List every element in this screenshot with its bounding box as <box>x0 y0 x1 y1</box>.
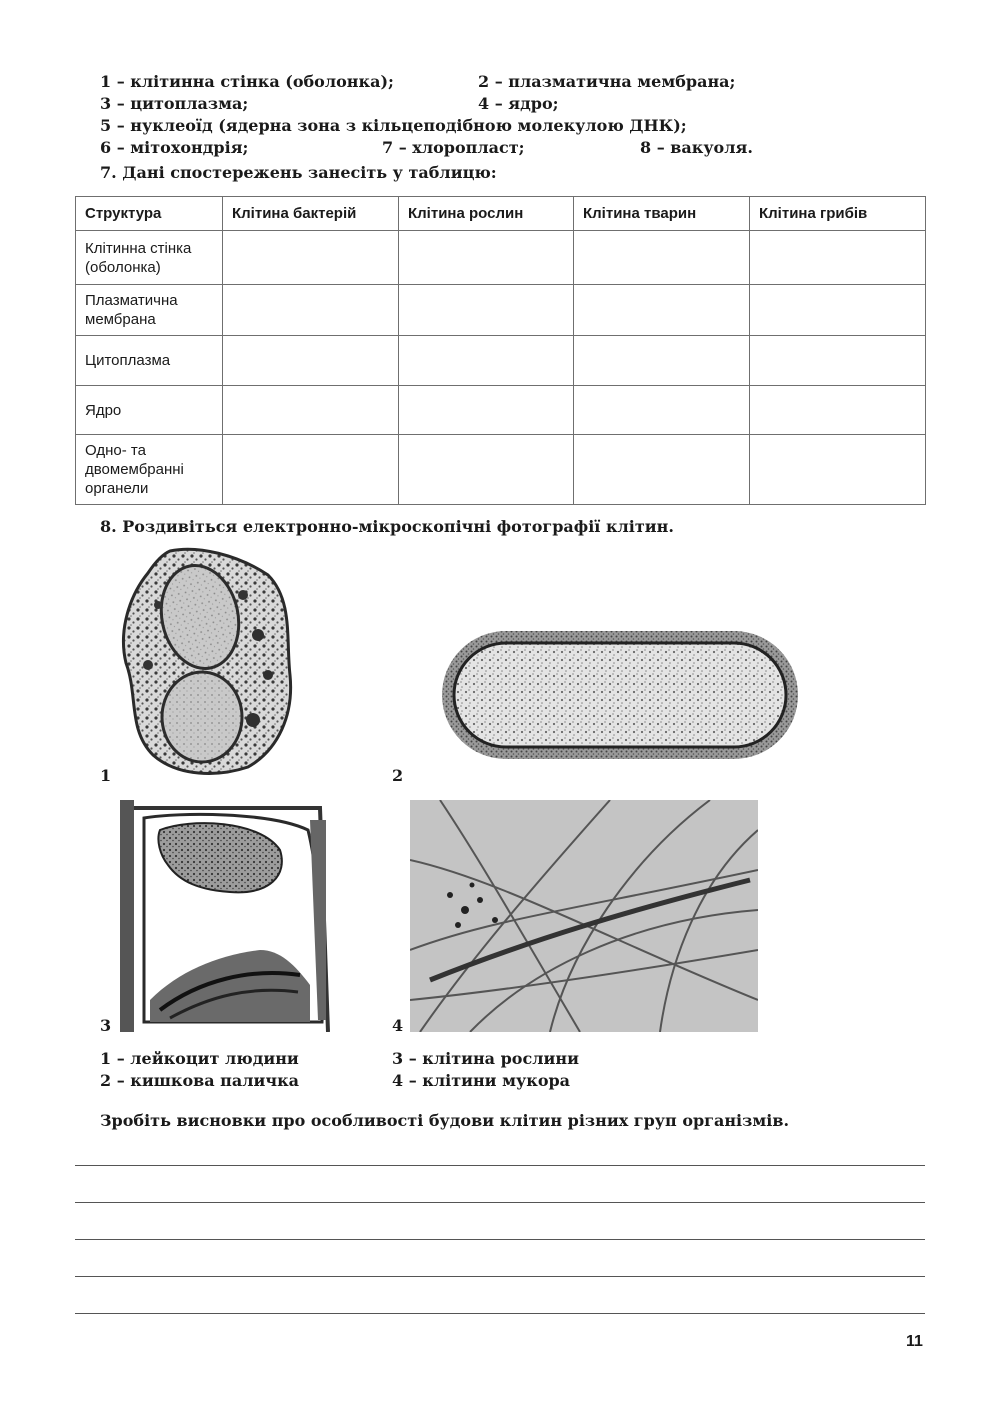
answer-cell[interactable] <box>750 231 926 285</box>
answer-cell[interactable] <box>574 231 750 285</box>
answer-cell[interactable] <box>750 285 926 336</box>
caption-2: 2 – кишкова паличка <box>100 1071 300 1090</box>
header-structure: Структура <box>76 197 223 231</box>
row-label-line: Одно- та <box>85 442 146 459</box>
task-7-heading: 7. Дані спостережень занесіть у таблицю: <box>100 163 497 182</box>
legend-item-6: 6 – мітохондрія; <box>100 138 249 157</box>
table-row <box>76 336 926 386</box>
answer-cell[interactable] <box>223 435 399 505</box>
conclusion-prompt: Зробіть висновки про особливості будови клітин різних груп організмів. <box>100 1111 790 1130</box>
answer-cell[interactable] <box>574 435 750 505</box>
row-label-nucleus <box>76 386 223 435</box>
header-fungi-cell: Клітина грибів <box>750 197 926 231</box>
photo-number-4: 4 <box>392 1016 404 1035</box>
table-header-row <box>76 197 926 231</box>
legend-item-7: 7 – хлоропласт; <box>382 138 525 157</box>
table-row <box>76 231 926 285</box>
photo-number-1: 1 <box>100 766 112 785</box>
answer-cell[interactable] <box>574 386 750 435</box>
answer-cell[interactable] <box>399 435 574 505</box>
row-label-line: мембрана <box>85 311 156 328</box>
header-animal-cell: Клітина тварин <box>574 197 750 231</box>
page-number: 11 <box>906 1333 923 1350</box>
legend-item-3: 3 – цитоплазма; <box>100 94 249 113</box>
task-8-heading: 8. Роздивіться електронно-мікроскопічні фотографії клітин. <box>100 517 674 536</box>
answer-cell[interactable] <box>399 231 574 285</box>
answer-cell[interactable] <box>574 285 750 336</box>
answer-cell[interactable] <box>399 386 574 435</box>
observation-table <box>75 196 926 505</box>
answer-cell[interactable] <box>223 386 399 435</box>
caption-3: 3 – клітина рослини <box>392 1049 579 1068</box>
table-row <box>76 386 926 435</box>
leukocyte-micrograph <box>118 545 298 780</box>
row-label-line: органели <box>85 480 149 497</box>
legend-item-5: 5 – нуклеоїд (ядерна зона з кільцеподібною молекулою ДНК); <box>100 116 687 135</box>
legend-item-2: 2 – плазматична мембрана; <box>478 72 736 91</box>
answer-cell[interactable] <box>399 285 574 336</box>
row-label-line: Клітинна стінка <box>85 239 192 257</box>
answer-line[interactable] <box>75 1313 925 1314</box>
legend-item-4: 4 – ядро; <box>478 94 559 113</box>
answer-cell[interactable] <box>223 285 399 336</box>
photo-number-3: 3 <box>100 1016 112 1035</box>
table-row <box>76 285 926 336</box>
row-label-cell-wall <box>76 231 223 285</box>
mucor-micrograph <box>410 800 758 1032</box>
header-bacteria-cell: Клітина бактерій <box>223 197 399 231</box>
ecoli-micrograph <box>440 625 800 765</box>
answer-cell[interactable] <box>399 336 574 386</box>
answer-cell[interactable] <box>223 336 399 386</box>
answer-line[interactable] <box>75 1165 925 1166</box>
answer-line[interactable] <box>75 1239 925 1240</box>
legend-item-1: 1 – клітинна стінка (оболонка); <box>100 72 394 91</box>
row-label-cytoplasm <box>76 336 223 386</box>
answer-cell[interactable] <box>750 435 926 505</box>
row-label-line: двомембранні <box>85 461 184 478</box>
row-label-line: Цитоплазма <box>85 352 171 369</box>
answer-line[interactable] <box>75 1276 925 1277</box>
plant-cell-micrograph <box>120 800 330 1032</box>
table-row <box>76 435 926 505</box>
answer-cell[interactable] <box>750 386 926 435</box>
answer-cell[interactable] <box>223 231 399 285</box>
answer-cell[interactable] <box>574 336 750 386</box>
caption-1: 1 – лейкоцит людини <box>100 1049 299 1068</box>
row-label-plasma-membrane <box>76 285 223 336</box>
header-plant-cell: Клітина рослин <box>399 197 574 231</box>
answer-line[interactable] <box>75 1202 925 1203</box>
photo-number-2: 2 <box>392 766 404 785</box>
caption-4: 4 – клітини мукора <box>392 1071 571 1090</box>
row-label-line: Плазматична <box>85 292 178 309</box>
legend-item-8: 8 – вакуоля. <box>640 138 753 157</box>
row-label-line: (оболонка) <box>85 258 161 276</box>
answer-cell[interactable] <box>750 336 926 386</box>
row-label-organelles <box>76 435 223 505</box>
row-label-line: Ядро <box>85 401 122 419</box>
